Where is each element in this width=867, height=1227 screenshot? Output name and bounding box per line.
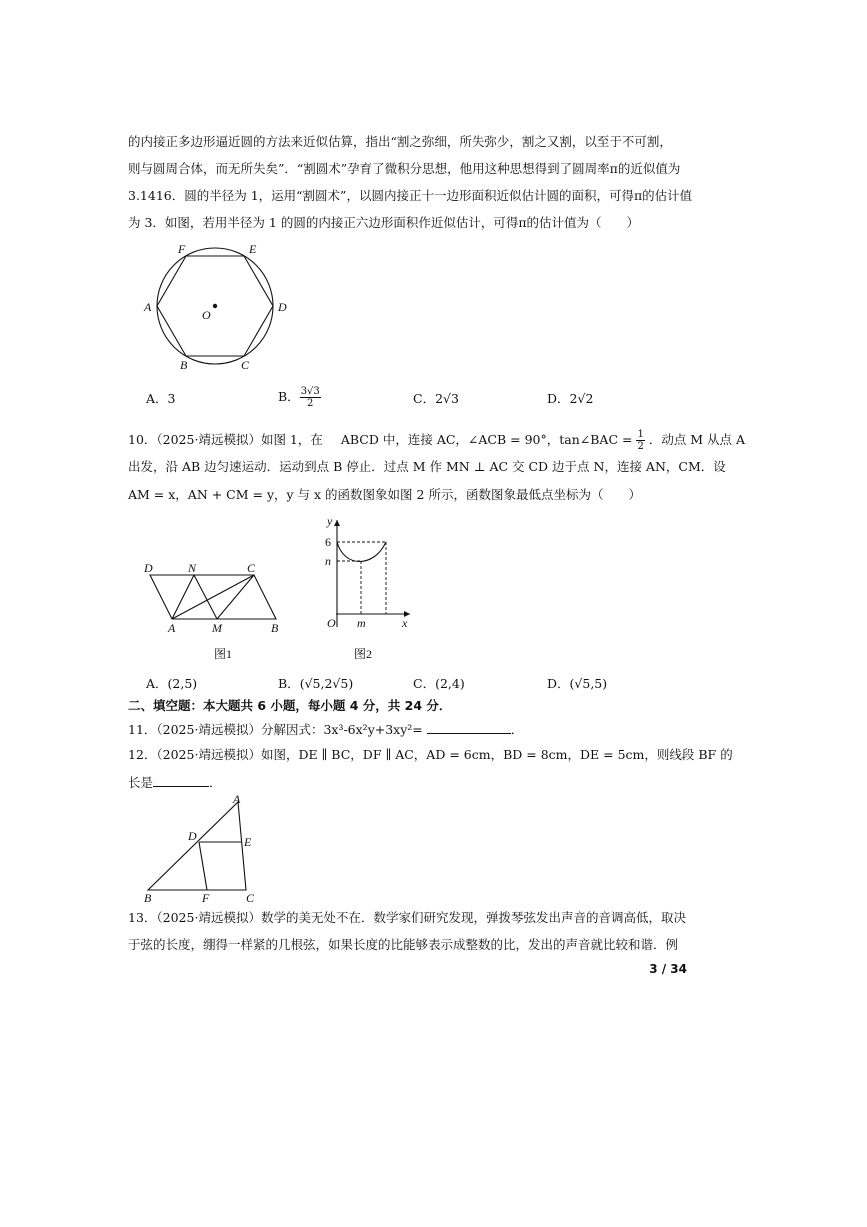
segment-mc — [217, 575, 254, 619]
q11-line: 11．（2025·靖远模拟）分解因式：3x³-6x²y+3xy²= ． — [128, 722, 524, 737]
label-C: C — [241, 358, 250, 372]
q9-line-1: 的内接正多边形逼近圆的方法来近似估算，指出“割之弥细，所失弥少，割之又割，以至于不可割， — [128, 134, 672, 149]
option-b-label: B． — [278, 389, 300, 404]
q10-option-b: B．(√5,2√5) — [278, 676, 354, 691]
q13-line-2: 于弦的长度，绷得一样紧的几根弦，如果长度的比能够表示成整数的比，发出的声音就比较和谐．例 — [128, 937, 679, 952]
q10-tan-fraction: $\frac{1}{2}$ — [637, 429, 644, 452]
label-n: n — [325, 554, 331, 568]
label-E: E — [249, 242, 257, 256]
label-O: O — [202, 308, 211, 322]
segment-df — [199, 842, 207, 890]
q9-option-b — [278, 386, 321, 409]
q9-line-2: 则与圆周合体，而无所失矣”．“割圆术”孕育了微积分思想，他用这种思想得到了圆周率π的近似值为 — [128, 161, 681, 176]
center-point — [213, 304, 217, 308]
option-d-label: D． — [547, 391, 570, 406]
q9-option-c — [413, 391, 459, 407]
label-D: D — [188, 829, 197, 843]
q11-answer-blank — [427, 721, 511, 734]
q12-triangle-figure — [140, 792, 270, 904]
q10-figure-1 — [138, 558, 298, 664]
page-number: 3 / 34 — [649, 962, 687, 976]
label-A: A — [144, 300, 152, 314]
q9-line-3: 3.1416．圆的半径为 1，运用“割圆术”，以圆内接正十一边形面积近似估计圆的面积，可得π的估计值 — [128, 188, 693, 203]
label-D: D — [278, 300, 287, 314]
label-N: N — [188, 561, 197, 575]
label-C: C — [246, 891, 255, 904]
label-C: C — [247, 561, 256, 575]
option-b-fraction: $\frac{3√3}{2}$ — [300, 386, 320, 409]
q13-line-1: 13．（2025·靖远模拟）数学的美无处不在．数学家们研究发现，弹拨琴弦发出声音的音调高低，取决 — [128, 910, 686, 925]
q10-option-d: D．(√5,5) — [547, 676, 608, 691]
label-D: D — [144, 561, 153, 575]
label-m: m — [357, 616, 366, 630]
figure-2-caption: 图2 — [354, 647, 373, 661]
figure-1-caption: 图1 — [214, 647, 233, 661]
q10-option-c: C．(2,4) — [413, 676, 465, 691]
label-F: F — [202, 891, 210, 904]
y-axis-arrow — [334, 520, 340, 526]
label-M: M — [212, 621, 222, 635]
label-A: A — [233, 792, 241, 806]
option-a-value: 3 — [167, 391, 176, 406]
q12-line-1: 12．（2025·靖远模拟）如图，DE ∥ BC，DF ∥ AC，AD = 6cm，BD = 8cm，DE = 5cm，则线段 BF 的 — [128, 747, 733, 762]
q9-line-4: 为 3．如图，若用半径为 1 的圆的内接正六边形面积作近似估计，可得π的估计值为（ ） — [128, 215, 640, 230]
q10-line-1: 10．（2025·靖远模拟）如图 1，在 ABCD 中，连接 AC，∠ACB = 90°，tan∠BAC = $\frac{1}{2}$ ．动点 M 从点 A — [128, 429, 746, 452]
label-A: A — [168, 621, 176, 635]
q9-hexagon-figure — [138, 238, 298, 376]
option-c-value: 2√3 — [435, 391, 459, 406]
triangle-abc — [148, 802, 246, 890]
q10-option-a: A．(2,5) — [146, 676, 198, 691]
label-B: B — [144, 891, 152, 904]
label-B: B — [180, 358, 188, 372]
segment-an — [172, 575, 194, 619]
label-E: E — [244, 835, 252, 849]
label-F: F — [178, 242, 186, 256]
function-curve — [337, 542, 386, 562]
q12-answer-blank — [153, 774, 209, 787]
label-O: O — [327, 616, 336, 630]
option-a-label: A． — [146, 391, 168, 406]
q10-line-3: AM = x，AN + CM = y，y 与 x 的函数图象如图 2 所示，函数图象最低点坐标为（ ） — [128, 487, 641, 502]
q10-figure-2 — [318, 512, 418, 664]
label-6: 6 — [325, 535, 331, 549]
q12-line-2: 长是 ． — [128, 775, 222, 790]
q9-option-a — [146, 391, 175, 407]
q9-option-d — [547, 391, 593, 407]
label-y: y — [327, 514, 333, 528]
option-d-value: 2√2 — [569, 391, 594, 406]
option-c-label: C． — [413, 391, 436, 406]
section-heading-fill-in: 二、填空题：本大题共 6 小题，每小题 4 分，共 24 分． — [128, 698, 452, 713]
label-x: x — [402, 616, 408, 630]
label-B: B — [271, 621, 279, 635]
q10-line-2: 出发，沿 AB 边匀速运动．运动到点 B 停止．过点 M 作 MN ⊥ AC 交 CD 边于点 N，连接 AN，CM．设 — [128, 459, 726, 474]
